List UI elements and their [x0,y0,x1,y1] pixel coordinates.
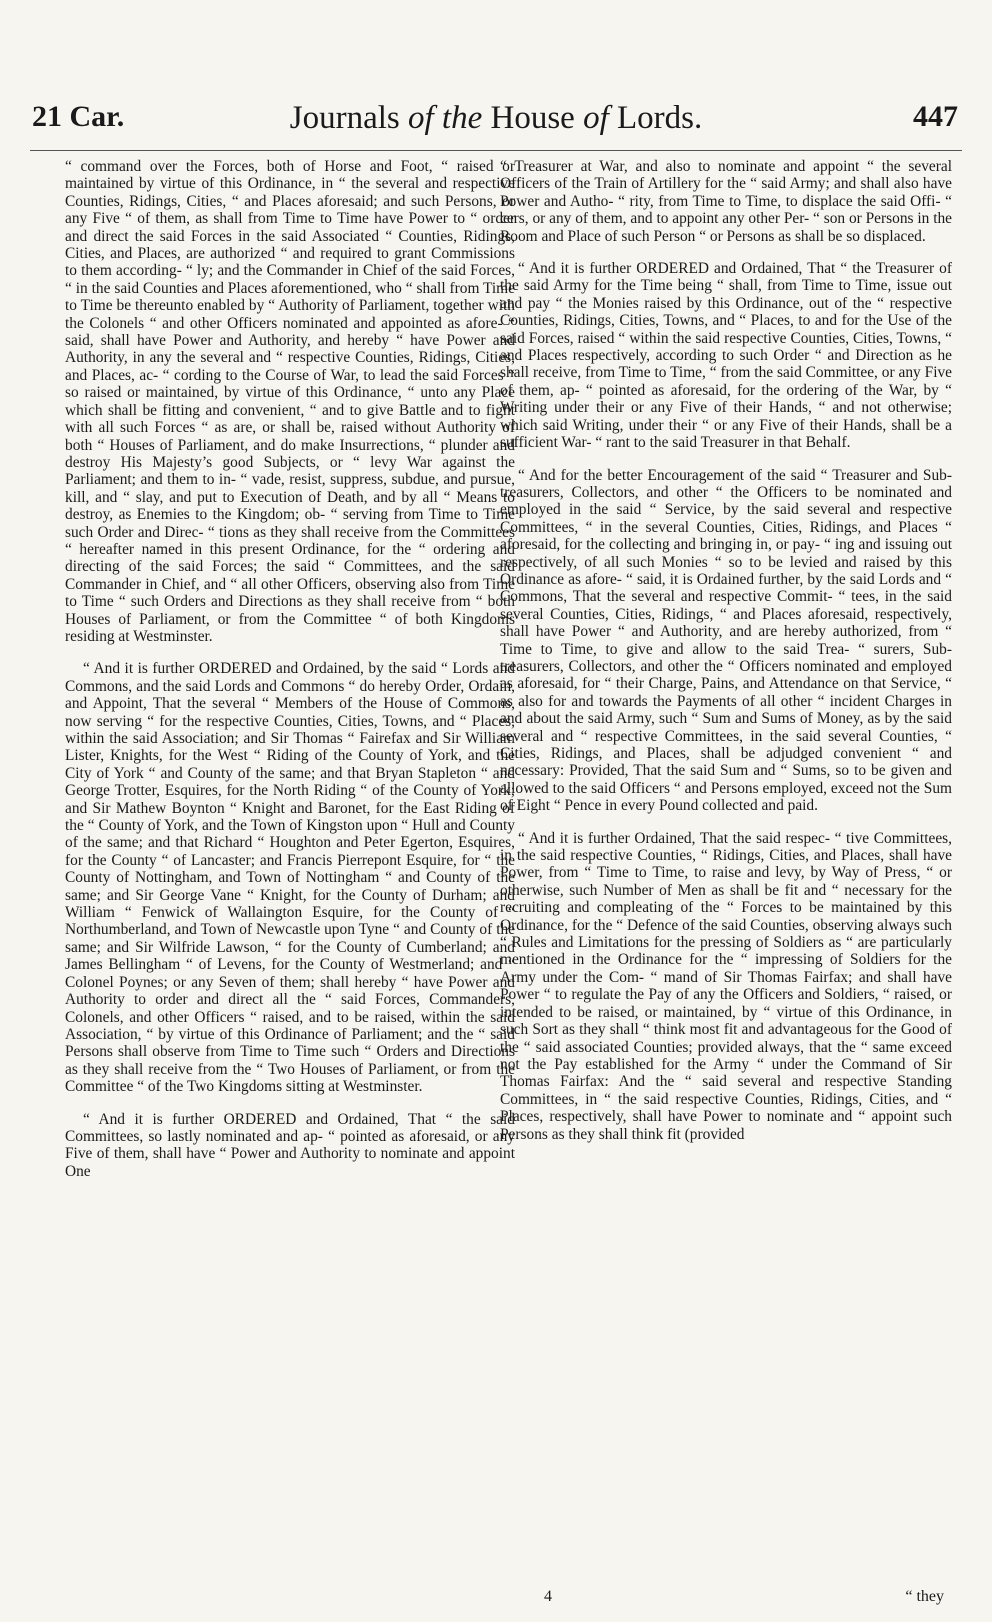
paragraph: “ Treasurer at War, and also to nominate and appoint “ the several Officers of the Train of Artillery for the “ said Army; and shall also have Power and Autho- “ rity, from Time to Time, to displace the said Offi- “ cers, or any of them, and to appoint any other Per- “ son or Persons in the Room and Place of such Person “ or Persons as shall be so displaced. [500,158,952,245]
running-title [30,100,962,137]
paragraph: “ And it is further Ordained, That the said respec- “ tive Committees, in the said respective Counties, “ Ridings, Cities, and Places, shall have Power, from “ Time to Time, to raise and levy, by Way of Press, “ or otherwise, such Number of Men as shall be fit and “ necessary for the recruiting and compleating of the “ Forces to be maintained by this Ordinance, for the “ Defence of the said Counties, observing always such “ Rules and Limitations for the pressing of Soldiers as “ are particularly mentioned in the Ordinance for the “ impressing of Soldiers for the Army under the Com- “ mand of Sir Thomas Fairfax; and shall have Power “ to regulate the Pay of any the Officers and Soldiers, “ raised, or intended to be raised, or maintained, by “ virtue of this Ordinance, in such Sort as they shall “ think most fit and advantageous for the Good of the “ said associated Counties; provided always, that the “ same exceed not the Pay established for the Army “ under the Command of Sir Thomas Fairfax: And the “ said several and respective Standing Committees, in “ the said respective Counties, Ridings, Cities, and “ Places, respectively, shall have Power to nominate and “ appoint such Persons as they shall think fit (provided [500,829,952,1143]
signature-mark: 4 [544,1588,552,1605]
page-header [30,100,962,151]
regnal-year: 21 Car. [32,100,125,133]
paragraph: “ And it is further ORDERED and Ordained, That “ the said Committees, so lastly nominated and ap- “ pointed as aforesaid, or any Five of them, shall have “ Power and Authority to nominate and appoint One [65,1110,515,1180]
title-journals: Journals [289,100,408,136]
page-footer [500,1588,952,1610]
title-of-2: of [583,100,609,136]
paragraph: “ And it is further ORDERED and Ordained, That “ the Treasurer of the said Army for the Time being “ shall, from Time to Time, issue out and pay “ the Monies raised by this Ordinance, out of the “ respective Counties, Ridings, Cities, Towns, and “ Places, to and for the Use of the said Forces, raised “ within the said respective Counties, Cities, Towns, “ and Places respectively, according to such Order “ and Direction as he shall receive, from Time to Time, “ from the said Committee, or any Five of them, ap- “ pointed as aforesaid, for the ordering of the War, by “ Writing under their or any Five of their Hands, “ and not otherwise; which said Writing, under their “ or any Five of their Hands, shall be a sufficient War- “ rant to the said Treasurer in that Behalf. [500,260,952,452]
title-the: the [433,100,491,136]
title-house: House [490,100,584,136]
page-number: 447 [913,100,958,133]
paragraph: “ And it is further ORDERED and Ordained, by the said “ Lords and Commons, and the said Lords and Commons “ do hereby Order, Ordain, and Appoint, That the several “ Members of the House of Commons, now serving “ for the respective Counties, Cities, Towns, and “ Places, within the said Association; and Sir Thomas “ Fairefax and Sir William Lister, Knights, for the West “ Riding of the County of York, and the City of York “ and County of the same; and that Bryan Stapleton “ and George Trotter, Esquires, for the North Riding “ of the County of York; and Sir Mathew Boynton “ Knight and Baronet, for the East Riding of the “ County of York, and the Town of Kingston upon “ Hull and County of the same; and that Richard “ Houghton and Peter Egerton, Esquires, for the County “ of Lancaster; and Francis Pierrepont Esquire, for “ the County of Nottingham, and Town of Nottingham “ and County of the same; and Sir George Vane “ Knight, for the County of Durham; and William “ Fenwick of Wallaington Esquire, for the County of “ Northumberland, and Town of Newcastle upon Tyne “ and County of the same; and Sir Wilfride Lawson, “ for the County of Cumberland; and James Bellingham “ of Levens, for the County of Westmerland; and “ Colonel Poynes; or any Seven of them; shall hereby “ have Power and Authority to order and direct all the “ said Forces, Commanders, Colonels, and other Officers “ raised, and to be raised, within the said Association, “ by virtue of this Ordinance of Parliament; and the “ said Persons shall observe from Time to Time such “ Orders and Directions as they shall receive from the “ Two Houses of Parliament, or from the Committee “ of the Two Kingdoms sitting at Westminster. [65,660,515,1096]
title-lords: Lords. [608,100,703,136]
paragraph: “ command over the Forces, both of Horse and Foot, “ raised or maintained by virtue of this Ordinance, in “ the several and respective Counties, Ridings, Cities, “ and Places aforesaid; and such Persons, or any Five “ of them, as shall from Time to Time have Power to “ order and direct the said Forces in the said Associated “ Counties, Ridings, Cities, and Places, are authorized “ and required to grant Commissions to them according- “ ly; and the Commander in Chief of the said Forces, “ in the said Counties and Places aforementioned, who “ shall from Time to Time be thereunto enabled by “ Authority of Parliament, together with the Colonels “ and other Officers nominated and appointed as afore- “ said, shall have Power and Authority, and hereby “ have Power and Authority, in any the several and “ respective Counties, Ridings, Cities, and Places, ac- “ cording to the Course of War, to lead the said Forces “ so raised or maintained, by virtue of this Ordinance, “ unto any Place which shall be fitting and convenient, “ and to give Battle and to fight with all such Forces “ as are, or shall be, raised without Authority of both “ Houses of Parliament, and do make Insurrections, “ plunder and destroy His Majesty’s good Subjects, or “ levy War against the Parliament; and them to in- “ vade, resist, suppress, subdue, and pursue, kill, and “ slay, and put to Execution of Death, and by all “ Means to destroy, as Enemies to the Kingdom; ob- “ serving from Time to Time such Order and Direc- “ tions as they shall receive from the Committees “ hereafter named in this present Ordinance, for the “ ordering and directing of the said Forces; the said “ Committees, and the said Commander in Chief, and “ all other Officers, observing also from Time to Time “ such Orders and Directions as they shall receive from “ both Houses of Parliament, or from the Committee “ of both Kingdoms residing at Westminster. [65,158,515,645]
catchword: “ they [905,1588,944,1605]
title-of-1: of [408,100,434,136]
paragraph: “ And for the better Encouragement of the said “ Treasurer and Sub-treasurers, Collectors, and other “ the Officers to be nominated and employed in the said “ Service, by the said several and respective Committees, “ in the several Counties, Cities, Ridings, and Places “ aforesaid, for the collecting and bringing in, or pay- “ ing and issuing out respectively, of all such Monies “ so to be levied and raised by this Ordinance as afore- “ said, it is Ordained further, by the said Lords and “ Commons, That the several and respective Commit- “ tees, in the said several Counties, Cities, Ridings, “ and Places aforesaid, respectively, shall have Power “ and Authority, and are hereby authorized, from “ Time to Time, to give and allow to the said Trea- “ surers, Sub-treasurers, Collectors, and other the “ Officers nominated and employed as aforesaid, for “ their Charge, Pains, and Attendance on that Service, “ as also for and towards the Payments of all other “ incident Charges in and about the said Army, such “ Sum and Sums of Money, as by the said several and “ respective Committees, in the said several Counties, “ Cities, Ridings, and Places, shall be adjudged convenient “ and necessary: Provided, That the said Sum and “ Sums, so to be given and allowed to the said Officers “ and Persons employed, exceed not the Sum of Eight “ Pence in every Pound collected and paid. [500,466,952,815]
right-column [500,158,952,1158]
left-column [65,158,515,1195]
